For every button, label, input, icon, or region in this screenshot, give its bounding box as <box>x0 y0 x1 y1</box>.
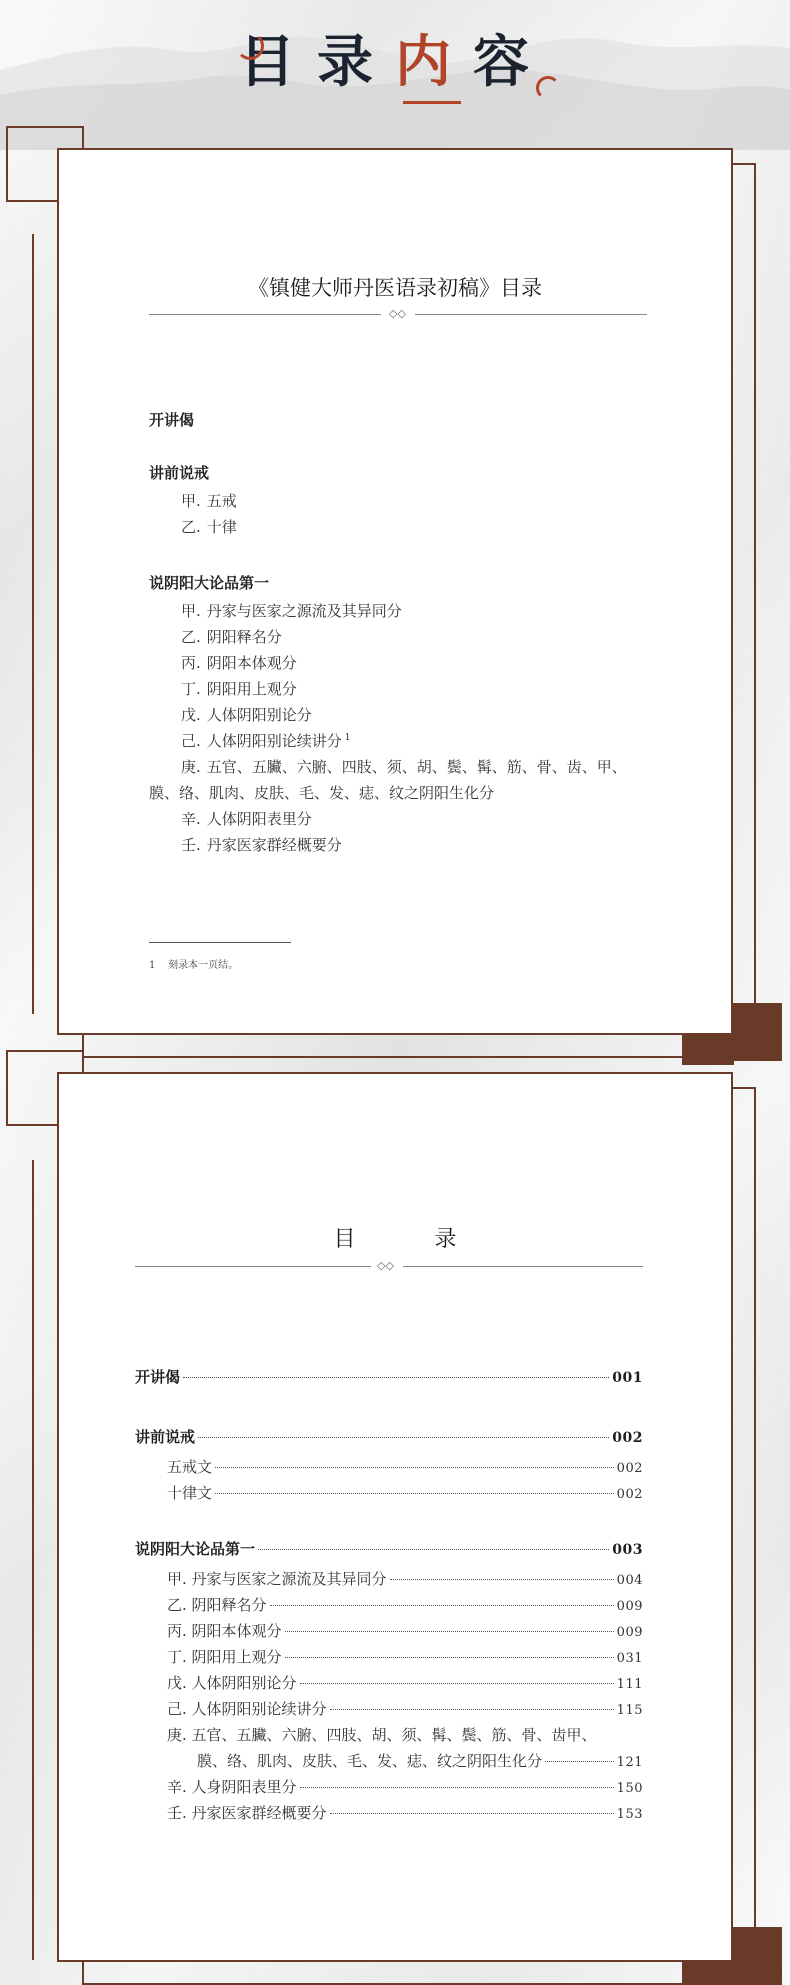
footnote-rule <box>149 942 291 943</box>
list-item: 乙. 十律 <box>181 518 237 536</box>
page-title: 《镇健大师丹医语录初稿》目录 <box>248 276 542 300</box>
header-title <box>0 18 790 98</box>
footnote: 1 刻录本一页结。 <box>149 960 239 971</box>
list-item: 丁. 阴阳用上观分 <box>181 680 297 698</box>
ornament-icon: ◇◇ <box>377 1259 394 1272</box>
footnote-ref: 1 <box>344 733 351 743</box>
toc-entry-first-line: 庚. 五官、五臟、六腑、四肢、胡、须、髯、鬓、筋、骨、齿甲、 <box>167 1726 597 1744</box>
title-underline <box>403 101 461 104</box>
section-heading: 讲前说戒 <box>149 464 210 482</box>
document-page-toc <box>57 1072 733 1962</box>
title-char-1: 目 <box>239 29 317 95</box>
title-rule-left <box>149 314 381 315</box>
frame-block-right-1 <box>732 1003 782 1061</box>
section-heading: 开讲偈 <box>149 411 195 429</box>
list-item: 己. 人体阴阳别论续讲分 $^1$ <box>181 732 351 750</box>
toc-entry[interactable]: 丙. 阴阳本体观分 009 <box>167 1622 643 1640</box>
toc-entry[interactable]: 辛. 人身阴阳表里分 150 <box>167 1778 643 1796</box>
toc-entry[interactable]: 壬. 丹家医家群经概要分 153 <box>167 1804 643 1822</box>
toc-entry[interactable]: 己. 人体阴阳别论续讲分 115 <box>167 1700 643 1718</box>
toc-entry[interactable]: 说阴阳大论品第一 003 <box>135 1540 643 1558</box>
title-swirl-right <box>536 76 560 100</box>
list-item: 辛. 人体阴阳表里分 <box>181 810 312 828</box>
frame-block-mid-2 <box>682 1960 734 1985</box>
toc-entry[interactable]: 乙. 阴阳释名分 009 <box>167 1596 643 1614</box>
document-page-draft <box>57 148 733 1035</box>
toc-entry[interactable]: 膜、络、肌肉、皮肤、毛、发、痣、纹之阴阳生化分 121 <box>197 1752 643 1770</box>
frame-margin-line-2 <box>32 1160 34 1960</box>
title-rule-right <box>415 314 647 315</box>
title-rule-left <box>135 1266 371 1267</box>
page-title: 目 录 <box>333 1227 493 1252</box>
list-item-continuation: 膜、络、肌肉、皮肤、毛、发、痣、纹之阴阳生化分 <box>149 784 495 802</box>
toc-entry[interactable]: 戊. 人体阴阳别论分 111 <box>167 1674 643 1692</box>
title-rule-right <box>403 1266 643 1267</box>
toc-entry[interactable]: 十律文 002 <box>167 1484 643 1502</box>
list-item: 壬. 丹家医家群经概要分 <box>181 836 342 854</box>
title-char-3: 内 <box>395 29 473 95</box>
toc-entry[interactable]: 讲前说戒 002 <box>135 1428 643 1446</box>
title-char-4: 容 <box>473 29 551 95</box>
title-char-2: 录 <box>317 29 395 95</box>
list-item: 戊. 人体阴阳别论分 <box>181 706 312 724</box>
toc-entry[interactable]: 丁. 阴阳用上观分 031 <box>167 1648 643 1666</box>
frame-block-right-2 <box>732 1927 782 1985</box>
frame-block-mid-1 <box>682 1035 734 1065</box>
frame-margin-line-1 <box>32 234 34 1014</box>
section-heading: 说阴阳大论品第一 <box>149 574 270 592</box>
list-item: 乙. 阴阳释名分 <box>181 628 282 646</box>
list-item: 甲. 丹家与医家之源流及其异同分 <box>181 602 402 620</box>
list-item: 庚. 五官、五臟、六腑、四肢、须、胡、鬓、髯、筋、骨、齿、甲、 <box>181 758 627 776</box>
title-swirl-left <box>236 32 264 60</box>
ornament-icon: ◇◇ <box>389 307 406 320</box>
list-item: 甲. 五戒 <box>181 492 237 510</box>
toc-entry[interactable]: 甲. 丹家与医家之源流及其异同分 004 <box>167 1570 643 1588</box>
list-item: 丙. 阴阳本体观分 <box>181 654 297 672</box>
toc-entry[interactable]: 五戒文 002 <box>167 1458 643 1476</box>
toc-entry[interactable]: 开讲偈 001 <box>135 1368 643 1386</box>
